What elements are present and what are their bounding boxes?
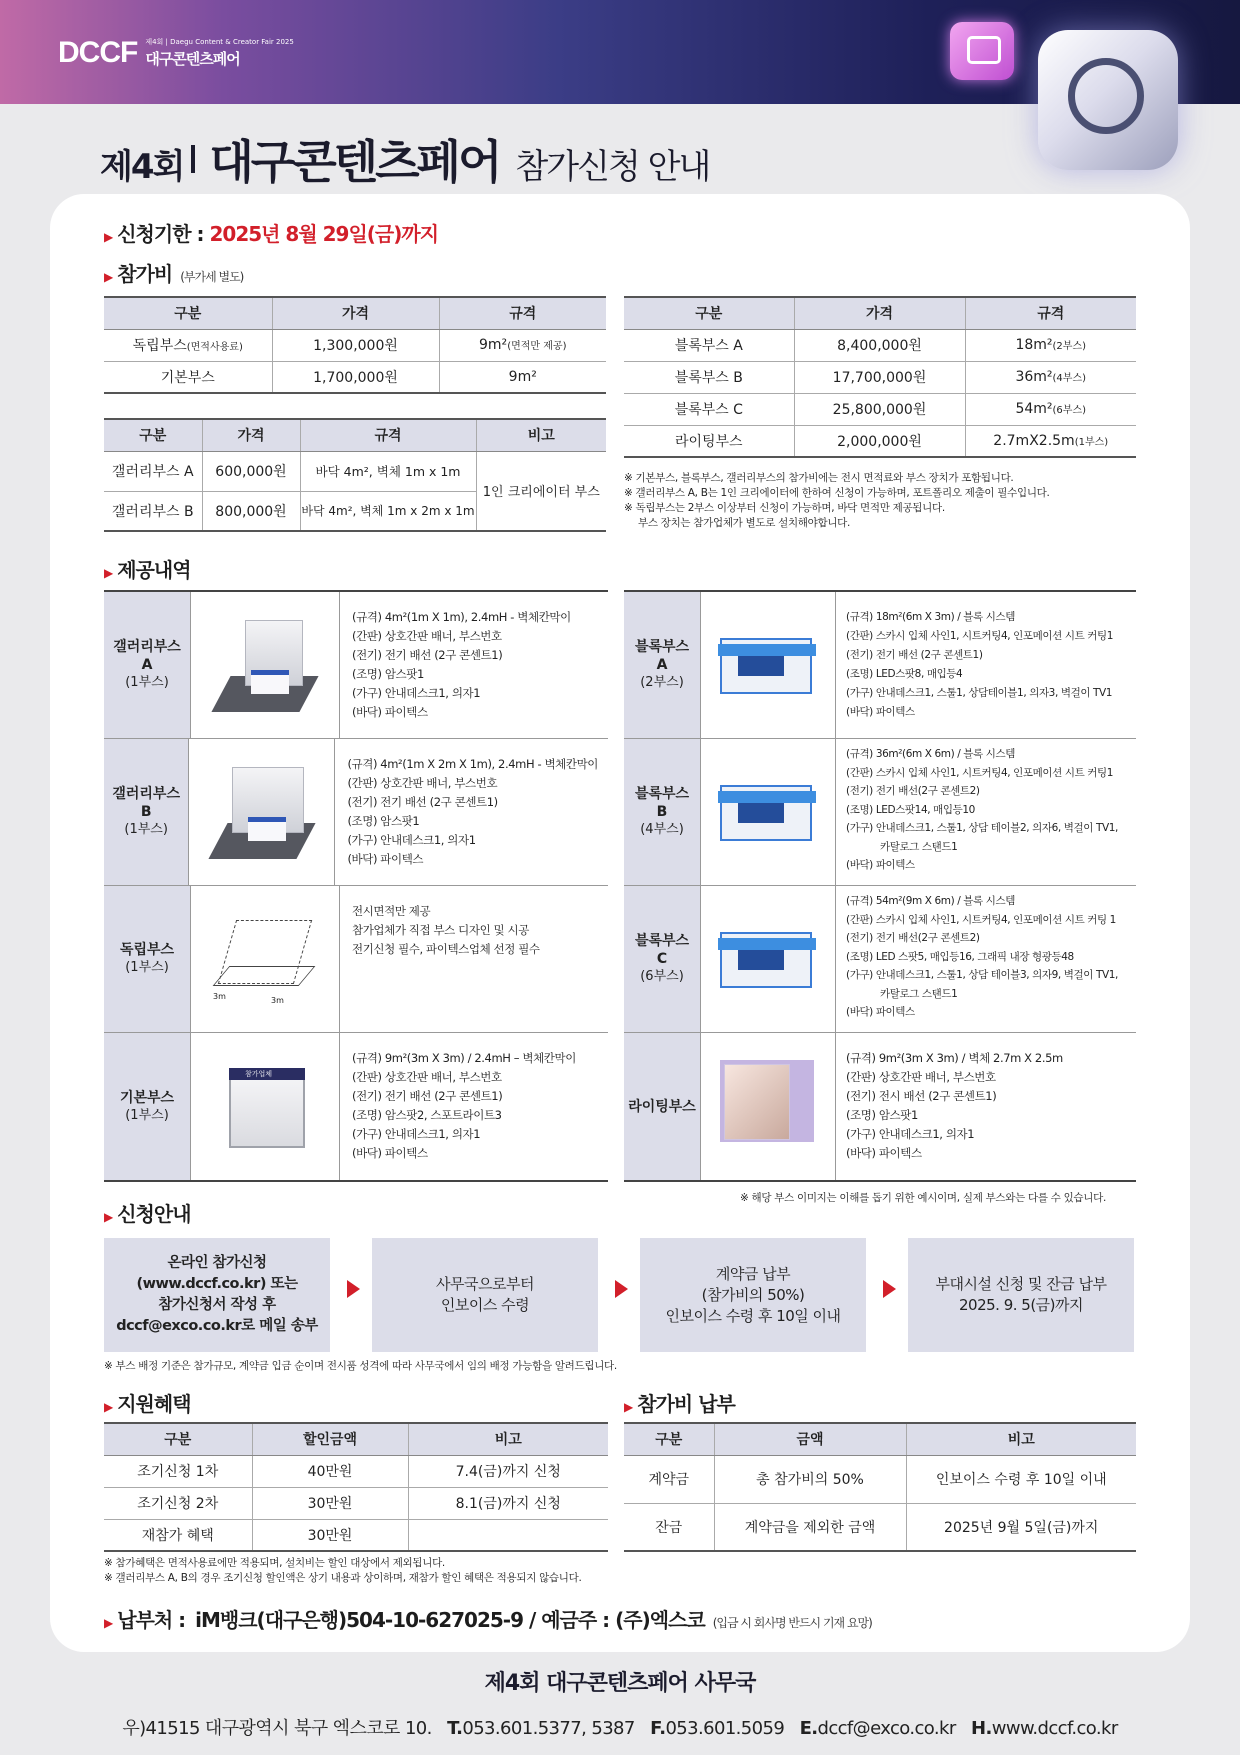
benefits-notes: ※ 참가혜택은 면적사용료에만 적용되며, 설치비는 할인 대상에서 제외됩니다. ※ 갤러리부스 A, B의 경우 조기신청 할인액은 상기 내용과 상이하며, 재참가 할인 혜택은 적용되지 않습니다.	[104, 1557, 582, 1584]
table-header: 규격	[439, 297, 606, 329]
fees-notes: ※ 기본부스, 블록부스, 갤러리부스의 참가비에는 전시 면적료와 부스 장치가 포함됩니다. ※ 갤러리부스 A, B는 1인 크리에이터에 한하여 신청이 가능하며, 포트폴리오 제출이 필수입니다. ※ 독립부스는 2부스 이상부터 신청이 가능하며, 바닥 면적만 제공됩니다. 부스 장치는 참가업체가 별도로 설치해야합니다.	[624, 472, 1050, 529]
benefits-table	[104, 1422, 608, 1552]
table-header: 비고	[476, 419, 606, 451]
arrow-right-icon	[883, 1280, 896, 1298]
basic-booth-image: 참가업체	[205, 1052, 325, 1162]
table-header: 규격	[965, 297, 1136, 329]
page-title	[100, 126, 709, 192]
table-header: 할인금액	[252, 1423, 408, 1455]
bullet-triangle-icon: ▶	[104, 1616, 113, 1630]
table-row: 블록부스 A 8,400,000원 18m²(2부스)	[624, 329, 1136, 361]
deadline-value: 2025년 8월 29일(금)까지	[209, 222, 439, 246]
lighting-booth-image	[708, 1052, 828, 1162]
logo-sub-en: 제4회 | Daegu Content & Creator Fair 2025	[145, 38, 294, 46]
step-4: 부대시설 신청 및 잔금 납부 2025. 9. 5(금)까지	[908, 1238, 1134, 1352]
table-header: 구분	[624, 1423, 714, 1455]
table-row: 라이팅부스 (규격) 9m²(3m X 3m) / 벽체 2.7m X 2.5m (간판) 상호간판 배너, 부스번호 (전기) 전시 배선 (2구 콘센트1) (조명) 암스팟1 (가구) 안내데스크1, 의자1 (바닥) 파이텍스	[624, 1033, 1136, 1180]
table-header: 가격	[272, 297, 439, 329]
table-row: 조기신청 2차 30만원 8.1(금)까지 신청	[104, 1487, 608, 1519]
table-row: 블록부스 A (2부스) (규격) 18m²(6m X 3m) / 블록 시스템 (간판) 스카시 입체 사인1, 시트커팅4, 인포메이션 시트 커팅1 (전기) 전기 배선 (2구 콘센트1) (조명) LED스팟8, 매입등4 (가구) 안내데스크1, 스툴1, 상담테이블1, 의자3, 벽걸이 TV1 (바닥) 파이텍스	[624, 592, 1136, 739]
table-row: 계약금 총 참가비의 50% 인보이스 수령 후 10일 이내	[624, 1455, 1136, 1503]
fees-table-block	[624, 296, 1136, 458]
table-header: 구분	[104, 1423, 252, 1455]
table-header: 금액	[714, 1423, 906, 1455]
bullet-triangle-icon: ▶	[104, 1400, 113, 1414]
payment-table	[624, 1422, 1136, 1552]
payment-heading: ▶ 참가비 납부	[624, 1392, 735, 1416]
table-row: 재참가 혜택 30만원	[104, 1519, 608, 1551]
table-row: 잔금 계약금을 제외한 금액 2025년 9월 5일(금)까지	[624, 1503, 1136, 1551]
account-heading: ▶ 납부처 : iM뱅크(대구은행)504-10-627025-9 / 예금주 : (주)엑스코 (입금 시 회사명 반드시 기재 요망)	[104, 1604, 872, 1633]
bullet-triangle-icon: ▶	[104, 270, 113, 284]
account-bank: iM뱅크(대구은행)504-10-627025-9 / 예금주 : (주)엑스코	[195, 1608, 705, 1632]
block-booth-c-image	[708, 904, 828, 1014]
table-row: 라이팅부스 2,000,000원 2.7mX2.5m(1부스)	[624, 425, 1136, 457]
office-address: 우)41515 대구광역시 북구 엑스코로 10. T.053.601.5377, 5387 F.053.601.5059 E.dccf@exco.co.kr H.www.dccf.co.kr	[122, 1718, 1118, 1739]
fees-heading: ▶ 참가비 (부가세 별도)	[104, 262, 244, 286]
table-row: 갤러리부스 B 800,000원 바닥 4m², 벽체 1m x 2m x 1m	[104, 491, 606, 531]
palette-cube-icon	[1038, 30, 1178, 170]
title-divider	[191, 145, 195, 173]
table-header: 비고	[906, 1423, 1136, 1455]
independent-booth-image: 3m 3m	[205, 904, 325, 1014]
gallery-booth-b-image	[202, 757, 322, 867]
bullet-triangle-icon: ▶	[624, 1400, 633, 1414]
step-3: 계약금 납부 (참가비의 50%) 인보이스 수령 후 10일 이내	[640, 1238, 866, 1352]
gallery-booth-a-image	[205, 610, 325, 720]
table-header: 규격	[300, 419, 476, 451]
table-row: 기본부스 (1부스) 참가업체 (규격) 9m²(3m X 3m) / 2.4mH – 벽체칸막이 (간판) 상호간판 배너, 부스번호 (전기) 전기 배선 (2구 콘센트1) (조명) 암스팟2, 스포트라이트3 (가구) 안내데스크1, 의자1 (바닥) 파이텍스	[104, 1033, 608, 1180]
table-row: 갤러리부스 A (1부스) (규격) 4m²(1m X 1m), 2.4mH - 벽체칸막이 (간판) 상호간판 배너, 부스번호 (전기) 전기 배선 (2구 콘센트1) (조명) 암스팟1 (가구) 안내데스크1, 의자1 (바닥) 파이텍스	[104, 592, 608, 739]
table-row: 블록부스 C (6부스) (규격) 54m²(9m X 6m) / 블록 시스템 (간판) 스카시 입체 사인1, 시트커팅4, 인포메이션 시트 커팅 1 (전기) 전기 배선(2구 콘센트2) (조명) LED 스팟5, 매입등16, 그래픽 내장 형광등48 (가구) 안내데스크1, 스툴1, 상담 테이블3, 의자9, 벽걸이 TV1, 카탈로그 스탠드1 (바닥) 파이텍스	[624, 886, 1136, 1033]
table-row: 기본부스 1,700,000원 9m²	[104, 361, 606, 393]
homepage-link[interactable]: www.dccf.co.kr	[991, 1718, 1118, 1739]
image-disclaimer: ※ 해당 부스 이미지는 이해를 돕기 위한 예시이며, 실제 부스와는 다를 수 있습니다.	[740, 1192, 1107, 1204]
bullet-triangle-icon: ▶	[104, 566, 113, 580]
dccf-logo[interactable]	[58, 36, 294, 70]
table-header: 가격	[794, 297, 965, 329]
logo-text: DCCF	[58, 36, 138, 69]
deadline-heading: ▶ 신청기한 : 2025년 8월 29일(금)까지	[104, 218, 438, 247]
block-booth-b-image	[708, 757, 828, 867]
fees-table-gallery	[104, 418, 606, 532]
logo-sub-ko: 대구콘텐츠페어	[145, 50, 240, 68]
table-row: 독립부스 (1부스) 3m 3m 전시면적만 제공 참가업체가 직접 부스 디자인 및 시공 전기신청 필수, 파이텍스업체 선정 필수	[104, 886, 608, 1033]
table-header: 비고	[408, 1423, 608, 1455]
arrow-right-icon	[347, 1280, 360, 1298]
email-link[interactable]: dccf@exco.co.kr	[817, 1718, 956, 1739]
benefits-heading: ▶ 지원혜택	[104, 1392, 191, 1416]
provided-heading: ▶ 제공내역	[104, 558, 191, 582]
table-row: 블록부스 C 25,800,000원 54m²(6부스)	[624, 393, 1136, 425]
table-header: 구분	[624, 297, 794, 329]
title-edition: 제4회	[100, 147, 184, 187]
table-header: 가격	[202, 419, 300, 451]
table-row: 갤러리부스 A 600,000원 바닥 4m², 벽체 1m x 1m 1인 크리에이터 부스	[104, 451, 606, 491]
fees-table-1	[104, 296, 606, 394]
office-name: 제4회 대구콘텐츠페어 사무국	[484, 1671, 756, 1696]
step-2: 사무국으로부터 인보이스 수령	[372, 1238, 598, 1352]
arrow-right-icon	[615, 1280, 628, 1298]
title-suffix: 참가신청 안내	[515, 147, 710, 187]
apply-note: ※ 부스 배정 기준은 참가규모, 계약금 입금 순이며 전시품 성격에 따라 사무국에서 임의 배정 가능함을 알려드립니다.	[104, 1360, 617, 1372]
table-row: 조기신청 1차 40만원 7.4(금)까지 신청	[104, 1455, 608, 1487]
table-row: 갤러리부스 B (1부스) (규격) 4m²(1m X 2m X 1m), 2.4mH - 벽체칸막이 (간판) 상호간판 배너, 부스번호 (전기) 전기 배선 (2구 콘센트1) (조명) 암스팟1 (가구) 안내데스크1, 의자1 (바닥) 파이텍스	[104, 739, 608, 886]
provided-left-table	[104, 590, 608, 1182]
table-header: 구분	[104, 297, 272, 329]
provided-right-table	[624, 590, 1136, 1182]
tv-icon	[950, 22, 1014, 80]
bullet-triangle-icon: ▶	[104, 230, 113, 244]
table-row: 독립부스(면적사용료) 1,300,000원 9m²(면적만 제공)	[104, 329, 606, 361]
table-row: 블록부스 B (4부스) (규격) 36m²(6m X 6m) / 블록 시스템 (간판) 스카시 입체 사인1, 시트커팅4, 인포메이션 시트 커팅1 (전기) 전기 배선(2구 콘센트2) (조명) LED스팟14, 매입등10 (가구) 안내데스크1, 스툴1, 상담 테이블2, 의자6, 벽걸이 TV1, 카탈로그 스탠드1 (바닥) 파이텍스	[624, 739, 1136, 886]
table-header: 구분	[104, 419, 202, 451]
step-1: 온라인 참가신청 (www.dccf.co.kr) 또는 참가신청서 작성 후 dccf@exco.co.kr로 메일 송부	[104, 1238, 330, 1352]
title-event: 대구콘텐츠페어	[209, 135, 500, 189]
block-booth-a-image	[708, 610, 828, 720]
table-row: 블록부스 B 17,700,000원 36m²(4부스)	[624, 361, 1136, 393]
apply-heading: ▶ 신청안내	[104, 1202, 191, 1226]
bullet-triangle-icon: ▶	[104, 1210, 113, 1224]
